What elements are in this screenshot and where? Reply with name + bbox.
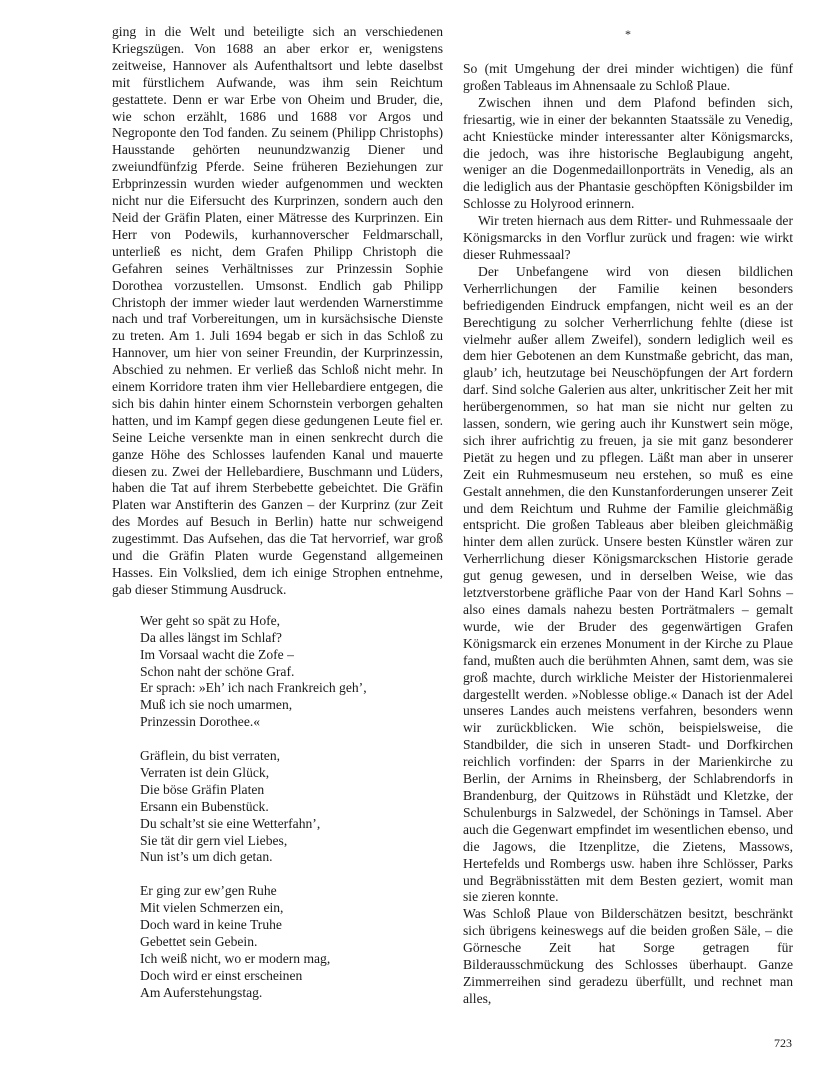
poem-stanza [140,883,443,1001]
poem-line: Prinzessin Dorothee.« [140,714,261,730]
body-paragraph: Was Schloß Plaue von Bilderschätzen besitzt, beschränkt sich übrigens keineswegs auf die beiden großen Säle, – die Görnesche Zeit hat Sorge getragen für Bilderausschmückung des Schlosses überhaupt. Ganze Zimmerreihen sind geradezu überfüllt, und rechnet man alles, [463,906,793,1006]
body-paragraph: So (mit Umgehung der drei minder wichtigen) die fünf großen Tableaus im Ahnensaale zu Schloß Plaue. [463,61,793,93]
body-paragraph: Wir treten hiernach aus dem Ritter- und Ruhmessaale der Königsmarcks in den Vorflur zurück und fragen: wie wirkt dieser Ruhmessaal? [463,213,793,262]
poem-line: Mit vielen Schmerzen ein, [140,900,284,916]
poem-line: Sie tät dir gern viel Liebes, [140,832,288,848]
poem-line: Muß ich sie noch umarmen, [140,697,293,713]
poem-line: Wer geht so spät zu Hofe, [140,612,281,628]
poem-line: Die böse Gräfin Platen [140,781,265,797]
poem-line: Verraten ist dein Glück, [140,764,270,780]
page-number: 723 [774,1036,792,1050]
poem-line: Nun ist’s um dich getan. [140,849,273,865]
body-paragraph-left: ging in die Welt und beteiligte sich an verschiedenen Kriegszügen. Von 1688 an aber erkor er, wenigstens zeitweise, Hannover als Aufenthaltsort und lebte daselbst mit fürstlichem Aufwande, was ihm sein Reichtum gestattete. Denn er war Erbe von Oheim und Bruder, die, wie schon erzählt, 1686 und 1688 vor Argos und Negroponte den Tod fanden. Zu seinem (Philipp Christophs) Hausstande gehörten neunundzwanzig Diener und zweiundfünfzig Pferde. Seine früheren Beziehungen zur Erbprinzessin wurden wieder aufgenommen und weckten nicht nur die Eifersucht des Kurprinzen, sondern auch den Neid der Gräfin Platen, einer Mätresse des Kurprinzen. Ein Herr von Podewils, kurhannoverscher Feldmarschall, unterließ es nicht, dem Grafen Philipp Christoph die Gefahren seines Verhältnisses zur Prinzessin Sophie Dorothea vorzustellen. Umsonst. Endlich gab Philipp Christoph der immer wieder laut werdenden Warnerstimme nach und traf Vorbereitungen, um in kursächsische Dienste zu treten. Am 1. Juli 1694 begab er sich in das Schloß zu Hannover, um hier von seiner Freundin, der Kurprinzessin, Abschied zu nehmen. Er verließ das Schloß nicht mehr. In einem Korridore traten ihm vier Hellebardiere entgegen, die sich bis dahin hinter einem Schornstein verborgen gehalten hatten, und im Kampf gegen diese gedungenen Leute fiel er. Seine Leiche versenkte man in einen senkrecht durch die ganze Höhe des Schlosses laufenden Kanal und mauerte diesen zu. Zwei der Hellebardiere, Buschmann und Lüders, haben die Tat auf ihrem Sterbebette gebeichtet. Die Gräfin Platen war Anstifterin des Ganzen – der Kurprinz (zur Zeit des Mordes auf Besuch in Berlin) hatte nur schweigend zugestimmt. Das Aufsehen, das die Tat hervorrief, war groß und die Gräfin Platen wurde Gegenstand allgemeinen Hasses. Ein Volkslied, dem ich einige Strophen entnehme, gab dieser Stimmung Ausdruck. [112,24,443,597]
poem-line: Schon naht der schöne Graf. [140,663,295,679]
poem-line: Ersann ein Bubenstück. [140,798,269,814]
poem-line: Gräflein, du bist verraten, [140,748,281,764]
poem-line: Doch wird er einst erscheinen [140,967,303,983]
poem-stanza [140,748,443,866]
left-column [112,24,443,1019]
poem-line: Du schalt’st sie eine Wetterfahn’, [140,815,321,831]
poem-line: Da alles längst im Schlaf? [140,629,282,645]
poem-line: Ich weiß nicht, wo er modern mag, [140,950,331,966]
body-paragraph: Der Unbefangene wird von diesen bildlichen Verherrlichungen der Familie keinen besonders befriedigenden Eindruck empfangen, nicht weil es an der Berechtigung zu solcher Verherrlichung fehlte (diese ist vielmehr außer allem Zweifel), sondern lediglich weil es dem hier Gebotenen an dem Kunstmaße gebricht, das man, glaub’ ich, heutzutage bei Neuschöpfungen der Art fordern darf. Sind solche Galerien aus alter, unkritischer Zeit her mit herübergenommen, so hat man sie nicht nur gelten zu lassen, sondern, wie gering auch ihr Kunstwert sein möge, sich ihrer aufrichtig zu freuen, ja sie mit ganz besonderer Pietät zu hegen und zu pflegen. Läßt man aber in unserer Zeit ein Ruhmesmuseum neu erstehen, so muß es eine Gestalt annehmen, die den Kunstanforderungen unserer Zeit und dem Reichtum und Ruhme der Familie gleichmäßig entspricht. Die großen Tableaus aber bleiben gleichmäßig hinter dem allen zurück. Unsere besten Künstler wären zur Verherrlichung dieser Königsmarckschen Historie gerade gut genug gewesen, und in derselben Weise, wie das letztverstorbene gräfliche Paar von der Hand Karl Sohns – also eines damals nahezu besten Porträtmalers – gemalt wurde, wie der Bruder des gegenwärtigen Grafen Königsmarck ein erzenes Monument in der Kirche zu Plaue fand, mußten auch die berühmten Ahnen, samt dem, was sie groß machte, durch wirkliche Meister der Historienmalerei dargestellt werden. »Noblesse oblige.« Danach ist der Adel unseres Landes auch meistens verfahren, besonders wenn wir zurückblicken. Wie schön, beispielsweise, die Standbilder, die sich in unseren Stadt- und Dorfkirchen reichlich vorfinden: der Sparrs in der Marienkirche zu Berlin, der Arnims in Rheinsberg, der Schlabrendorfs in Brandenburg, der Quitzows in Rühstädt und Kletzke, der Schulenburgs in Salzwedel, der Schönings in Tamsel. Aber auch die Gegenwart empfindet im wesentlichen ebenso, und die Jagows, die Itzenplitze, die Zietens, Massows, Hertefelds und Rombergs usw. haben ihre Schlösser, Parks und Begräbnisstätten mit dem Besten geziert, womit man sie zieren konnte. [463,263,793,905]
body-paragraph: Zwischen ihnen und dem Plafond befinden sich, friesartig, wie in einer der bekannten Staatssäle zu Venedig, acht Kniestücke minder interessanter alter Königsmarcks, die jedoch, was ihre historische Beglaubigung angeht, weniger an die Dogenmedaillonporträts in Venedig, als an die lediglich aus der Phantasie geschöpften Königsbilder im Schlosse zu Holyrood erinnern. [463,94,793,212]
poem-line: Doch ward in keine Truhe [140,917,282,933]
poem [140,613,443,1002]
poem-line: Im Vorsaal wacht die Zofe – [140,646,294,662]
poem-line: Er sprach: »Eh’ ich nach Frankreich geh’, [140,680,367,696]
section-separator: * [625,27,631,41]
poem-line: Gebettet sein Gebein. [140,934,258,949]
poem-line: Er ging zur ew’gen Ruhe [140,883,277,899]
right-column [463,28,793,1008]
poem-stanza [140,613,443,731]
poem-line: Am Auferstehungstag. [140,984,263,1000]
